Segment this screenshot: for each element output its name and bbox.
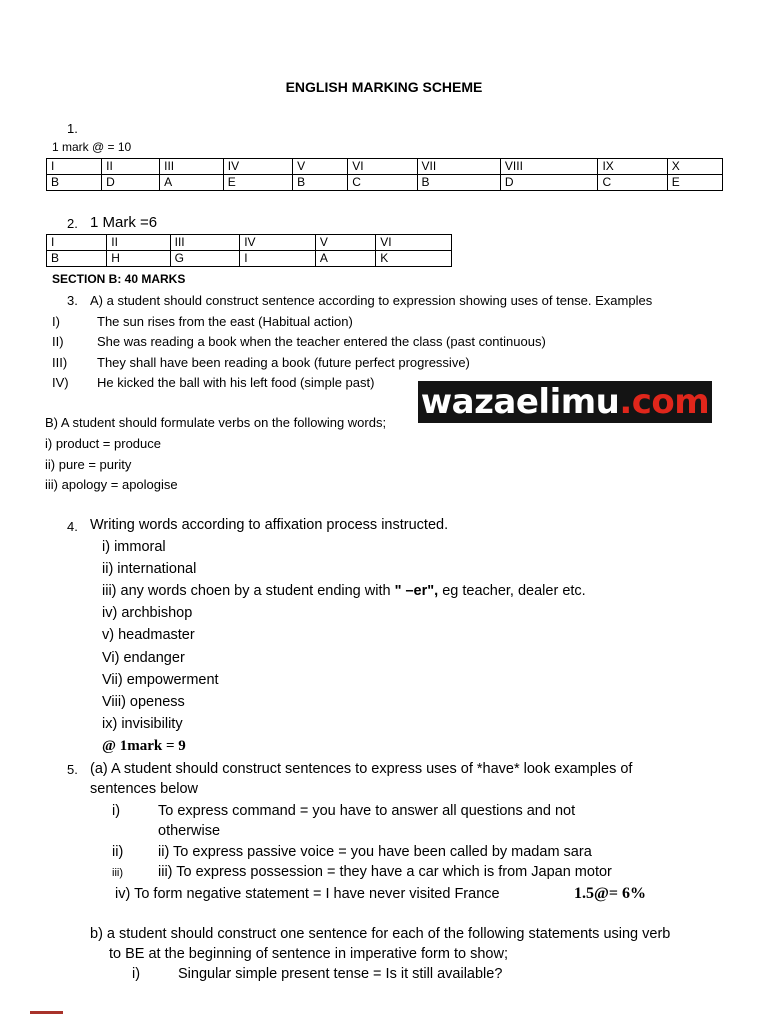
list-item: i) product = produce bbox=[45, 436, 161, 451]
list-item: ix) invisibility bbox=[102, 716, 183, 732]
q5-intro-line2: sentences below bbox=[90, 781, 199, 797]
list-item: Vi) endanger bbox=[102, 650, 185, 666]
list-item-number: III) bbox=[52, 355, 68, 370]
list-item-text: iii) any words choen by a student ending with bbox=[102, 583, 391, 599]
list-item: Singular simple present tense = Is it still available? bbox=[178, 966, 503, 982]
table-cell: VII bbox=[417, 159, 500, 175]
table-cell: I bbox=[47, 159, 102, 175]
list-item: Viii) openess bbox=[102, 694, 185, 710]
table-cell: D bbox=[500, 175, 598, 191]
list-item: v) headmaster bbox=[102, 627, 195, 643]
q1-answer-table bbox=[46, 158, 723, 191]
table-cell: X bbox=[667, 159, 722, 175]
table-cell: VIII bbox=[500, 159, 598, 175]
table-cell: C bbox=[598, 175, 667, 191]
q3-part-a: A) a student should construct sentence according to expression showing uses of tense. Examples bbox=[90, 293, 653, 308]
table-cell: E bbox=[223, 175, 292, 191]
table-row bbox=[47, 175, 723, 191]
q5-part-b-line2: to BE at the beginning of sentence in imperative form to show; bbox=[109, 946, 508, 962]
table-cell: B bbox=[47, 175, 102, 191]
table-cell: G bbox=[170, 251, 240, 267]
list-item-continuation: otherwise bbox=[158, 823, 221, 839]
table-cell: IV bbox=[223, 159, 292, 175]
list-item: iii) To express possession = they have a car which is from Japan motor bbox=[158, 864, 612, 880]
q5-intro-line1: (a) A student should construct sentences to express uses of *have* look examples of bbox=[90, 761, 633, 777]
table-cell: I bbox=[240, 251, 316, 267]
list-item-text: eg teacher, dealer etc. bbox=[438, 583, 586, 599]
table-row bbox=[47, 159, 723, 175]
table-row bbox=[47, 251, 452, 267]
table-cell: B bbox=[417, 175, 500, 191]
q2-marks: 1 Mark =6 bbox=[90, 214, 158, 231]
table-cell: H bbox=[107, 251, 170, 267]
table-cell: D bbox=[102, 175, 160, 191]
list-item: iv) archbishop bbox=[102, 605, 193, 621]
q2-answer-table bbox=[46, 234, 452, 267]
q5-marks: 1.5@= 6% bbox=[574, 885, 646, 902]
list-item: ii) To express passive voice = you have been called by madam sara bbox=[158, 844, 592, 860]
q1-number: 1. bbox=[67, 121, 78, 136]
q5-part-b-line1: b) a student should construct one sentence for each of the following statements using verb bbox=[90, 926, 671, 942]
logo-domain: .com bbox=[619, 382, 710, 422]
table-cell: VI bbox=[348, 159, 417, 175]
list-item bbox=[102, 583, 586, 599]
table-cell: K bbox=[376, 251, 452, 267]
list-item: Vii) empowerment bbox=[102, 672, 219, 688]
q4-intro: Writing words according to affixation process instructed. bbox=[90, 517, 449, 533]
list-item-number: ii) bbox=[112, 844, 124, 860]
q4-number: 4. bbox=[67, 519, 78, 534]
q5-number: 5. bbox=[67, 762, 78, 777]
table-cell: A bbox=[160, 175, 224, 191]
page-title: ENGLISH MARKING SCHEME bbox=[285, 79, 483, 95]
q4-marks: @ 1mark = 9 bbox=[102, 738, 186, 754]
table-cell: IV bbox=[240, 235, 316, 251]
list-item: iii) apology = apologise bbox=[45, 477, 178, 492]
list-item: She was reading a book when the teacher entered the class (past continuous) bbox=[97, 334, 546, 349]
q2-number: 2. bbox=[67, 216, 78, 231]
table-cell: IX bbox=[598, 159, 667, 175]
list-item: i) immoral bbox=[102, 539, 166, 555]
q1-marks: 1 mark @ = 10 bbox=[52, 140, 132, 154]
q3-part-b: B) A student should formulate verbs on the following words; bbox=[45, 415, 387, 430]
list-item: iv) To form negative statement = I have never visited France bbox=[115, 886, 500, 902]
table-cell: B bbox=[293, 175, 348, 191]
table-row bbox=[47, 235, 452, 251]
list-item: The sun rises from the east (Habitual action) bbox=[97, 314, 353, 329]
table-cell: II bbox=[102, 159, 160, 175]
table-cell: II bbox=[107, 235, 170, 251]
logo-text: wazaelimu bbox=[420, 382, 620, 422]
q3-number: 3. bbox=[67, 293, 78, 308]
list-item: ii) pure = purity bbox=[45, 457, 132, 472]
list-item-number: II) bbox=[52, 334, 64, 349]
table-cell: I bbox=[47, 235, 107, 251]
section-heading: SECTION B: 40 MARKS bbox=[52, 272, 186, 286]
table-cell: E bbox=[667, 175, 722, 191]
list-item: To express command = you have to answer all questions and not bbox=[158, 803, 576, 819]
table-cell: III bbox=[160, 159, 224, 175]
table-cell: V bbox=[293, 159, 348, 175]
list-item-number: i) bbox=[112, 803, 121, 819]
footer-accent-bar bbox=[30, 1011, 63, 1014]
wazaelimu-logo bbox=[418, 381, 712, 423]
list-item: ii) international bbox=[102, 561, 197, 577]
table-cell: V bbox=[315, 235, 375, 251]
list-item-number: IV) bbox=[52, 375, 69, 390]
table-cell: C bbox=[348, 175, 417, 191]
table-cell: B bbox=[47, 251, 107, 267]
list-item-number: iii) bbox=[112, 867, 123, 879]
table-cell: VI bbox=[376, 235, 452, 251]
er-suffix: " –er", bbox=[394, 583, 439, 599]
list-item-number: I) bbox=[52, 314, 60, 329]
table-cell: A bbox=[315, 251, 375, 267]
list-item: They shall have been reading a book (future perfect progressive) bbox=[97, 355, 470, 370]
table-cell: III bbox=[170, 235, 240, 251]
list-item-number: i) bbox=[132, 966, 141, 982]
list-item: He kicked the ball with his left food (simple past) bbox=[97, 375, 375, 390]
